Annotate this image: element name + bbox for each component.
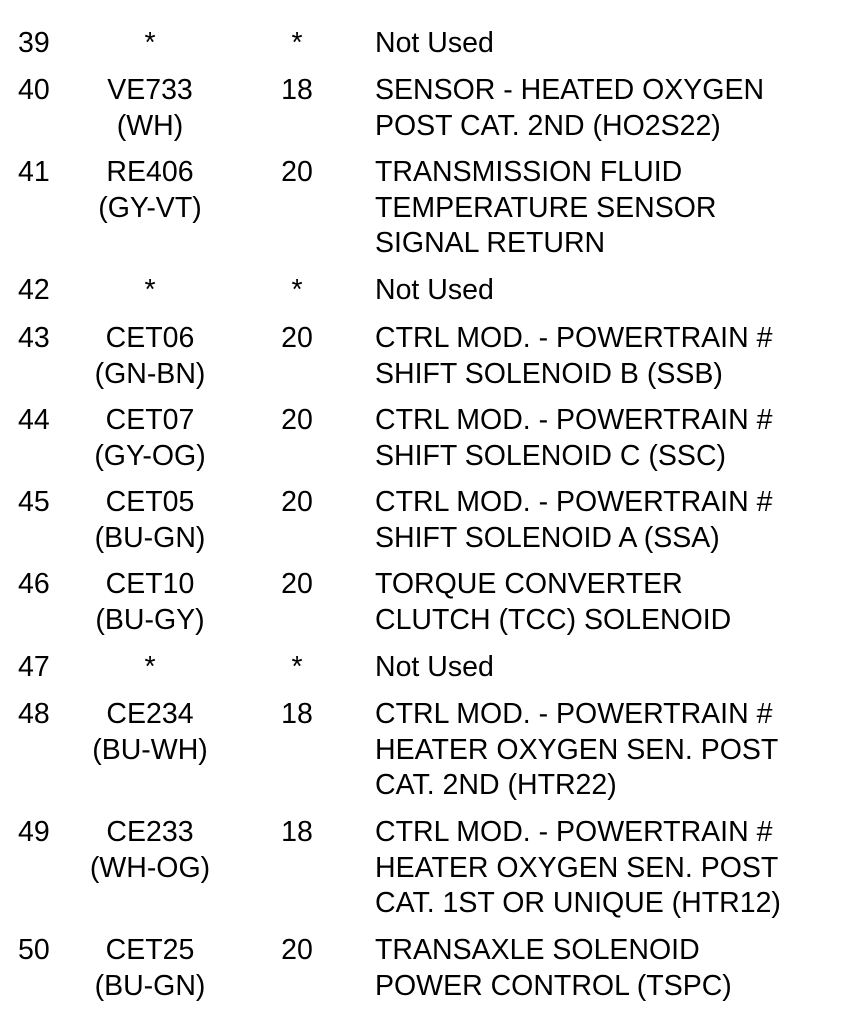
description-line: SHIFT SOLENOID C (SSC) bbox=[375, 439, 727, 472]
pin-number: 47 bbox=[18, 651, 50, 683]
circuit-code: CET10 bbox=[105, 568, 195, 600]
description-line: POWER CONTROL (TSPC) bbox=[375, 969, 732, 1002]
pin-number: 43 bbox=[18, 322, 50, 354]
wire-color: (WH) bbox=[116, 109, 184, 142]
circuit-id bbox=[60, 321, 240, 392]
description-line: CAT. 2ND (HTR22) bbox=[375, 769, 617, 801]
wire-gauge: 20 bbox=[281, 486, 313, 518]
wire-gauge: * bbox=[291, 274, 303, 306]
pin-description bbox=[375, 697, 855, 804]
wire-gauge: 18 bbox=[281, 698, 313, 730]
wire-color: (BU-WH) bbox=[92, 733, 208, 766]
description-line: HEATER OXYGEN SEN. POST bbox=[375, 851, 779, 884]
pin-description bbox=[375, 485, 855, 556]
pin-number: 42 bbox=[18, 274, 50, 306]
pin-description bbox=[375, 567, 855, 638]
wire-color: (BU-GN) bbox=[94, 521, 206, 554]
circuit-code: CET07 bbox=[105, 404, 195, 436]
wire-color: (WH-OG) bbox=[89, 851, 211, 884]
description-line: POST CAT. 2ND (HO2S22) bbox=[375, 109, 721, 142]
description-line: CTRL MOD. - POWERTRAIN # bbox=[375, 322, 773, 354]
description-line: CTRL MOD. - POWERTRAIN # bbox=[375, 816, 773, 848]
description-line: SHIFT SOLENOID A (SSA) bbox=[375, 521, 720, 554]
table-row bbox=[0, 697, 860, 815]
table-row bbox=[0, 26, 860, 73]
circuit-id bbox=[60, 815, 240, 886]
circuit-code: CE233 bbox=[106, 816, 194, 848]
description-line: CTRL MOD. - POWERTRAIN # bbox=[375, 698, 773, 730]
pin-number: 39 bbox=[18, 27, 50, 59]
circuit-code: CET25 bbox=[105, 934, 195, 966]
circuit-id bbox=[60, 403, 240, 474]
pin-description bbox=[375, 815, 855, 922]
pin-description bbox=[375, 933, 855, 1004]
description-line: CTRL MOD. - POWERTRAIN # bbox=[375, 404, 773, 436]
description-line: Not Used bbox=[375, 27, 494, 59]
wire-gauge: * bbox=[291, 651, 303, 683]
wire-gauge: 20 bbox=[281, 322, 313, 354]
wire-gauge: 20 bbox=[281, 934, 313, 966]
wire-gauge: 20 bbox=[281, 404, 313, 436]
description-line: TORQUE CONVERTER bbox=[375, 568, 683, 600]
description-line: TEMPERATURE SENSOR bbox=[375, 191, 717, 224]
wire-color: (GN-BN) bbox=[94, 357, 206, 390]
table-row bbox=[0, 403, 860, 485]
circuit-code: * bbox=[144, 27, 156, 59]
description-line: TRANSMISSION FLUID bbox=[375, 156, 683, 188]
circuit-code: CE234 bbox=[106, 698, 194, 730]
pin-number: 49 bbox=[18, 816, 50, 848]
description-line: CAT. 1ST OR UNIQUE (HTR12) bbox=[375, 887, 781, 919]
circuit-id bbox=[60, 485, 240, 556]
wire-gauge: * bbox=[291, 27, 303, 59]
wire-color: (BU-GY) bbox=[95, 603, 205, 636]
pin-description bbox=[375, 273, 855, 309]
pin-number: 45 bbox=[18, 486, 50, 518]
wire-gauge: 20 bbox=[281, 156, 313, 188]
table-row bbox=[0, 273, 860, 321]
wire-color: (GY-VT) bbox=[98, 191, 202, 224]
wire-color: (GY-OG) bbox=[94, 439, 206, 472]
pin-number: 41 bbox=[18, 156, 50, 188]
circuit-code: * bbox=[144, 274, 156, 306]
circuit-id bbox=[60, 650, 240, 686]
description-line: Not Used bbox=[375, 651, 494, 683]
circuit-code: VE733 bbox=[107, 74, 193, 106]
table-row bbox=[0, 567, 860, 650]
pin-number: 46 bbox=[18, 568, 50, 600]
table-row bbox=[0, 73, 860, 155]
table-row bbox=[0, 155, 860, 273]
wire-gauge: 18 bbox=[281, 816, 313, 848]
table-row bbox=[0, 933, 860, 1015]
circuit-id bbox=[60, 73, 240, 144]
pin-description bbox=[375, 650, 855, 686]
table-row bbox=[0, 485, 860, 567]
circuit-code: RE406 bbox=[106, 156, 194, 188]
wire-gauge: 18 bbox=[281, 74, 313, 106]
circuit-id bbox=[60, 933, 240, 1004]
wire-color: (BU-GN) bbox=[94, 969, 206, 1002]
pin-description bbox=[375, 26, 855, 62]
description-line: CTRL MOD. - POWERTRAIN # bbox=[375, 486, 773, 518]
table-row bbox=[0, 321, 860, 403]
pin-number: 48 bbox=[18, 698, 50, 730]
circuit-code: CET05 bbox=[105, 486, 195, 518]
pin-description bbox=[375, 321, 855, 392]
circuit-id bbox=[60, 273, 240, 309]
pin-description bbox=[375, 403, 855, 474]
description-line: Not Used bbox=[375, 274, 494, 306]
circuit-id bbox=[60, 697, 240, 768]
pin-number: 50 bbox=[18, 934, 50, 966]
circuit-id bbox=[60, 567, 240, 638]
description-line: SHIFT SOLENOID B (SSB) bbox=[375, 357, 723, 390]
pin-number: 44 bbox=[18, 404, 50, 436]
circuit-id bbox=[60, 26, 240, 62]
table-row bbox=[0, 650, 860, 697]
pin-description bbox=[375, 73, 855, 144]
circuit-code: CET06 bbox=[105, 322, 195, 354]
circuit-id bbox=[60, 155, 240, 226]
table-row bbox=[0, 815, 860, 933]
pinout-table bbox=[0, 26, 860, 1015]
circuit-code: * bbox=[144, 651, 156, 683]
pin-number: 40 bbox=[18, 74, 50, 106]
description-line: TRANSAXLE SOLENOID bbox=[375, 934, 700, 966]
description-line: SENSOR - HEATED OXYGEN bbox=[375, 74, 765, 106]
description-line: HEATER OXYGEN SEN. POST bbox=[375, 733, 779, 766]
wire-gauge: 20 bbox=[281, 568, 313, 600]
pin-description bbox=[375, 155, 855, 262]
description-line: SIGNAL RETURN bbox=[375, 227, 606, 259]
description-line: CLUTCH (TCC) SOLENOID bbox=[375, 603, 732, 636]
